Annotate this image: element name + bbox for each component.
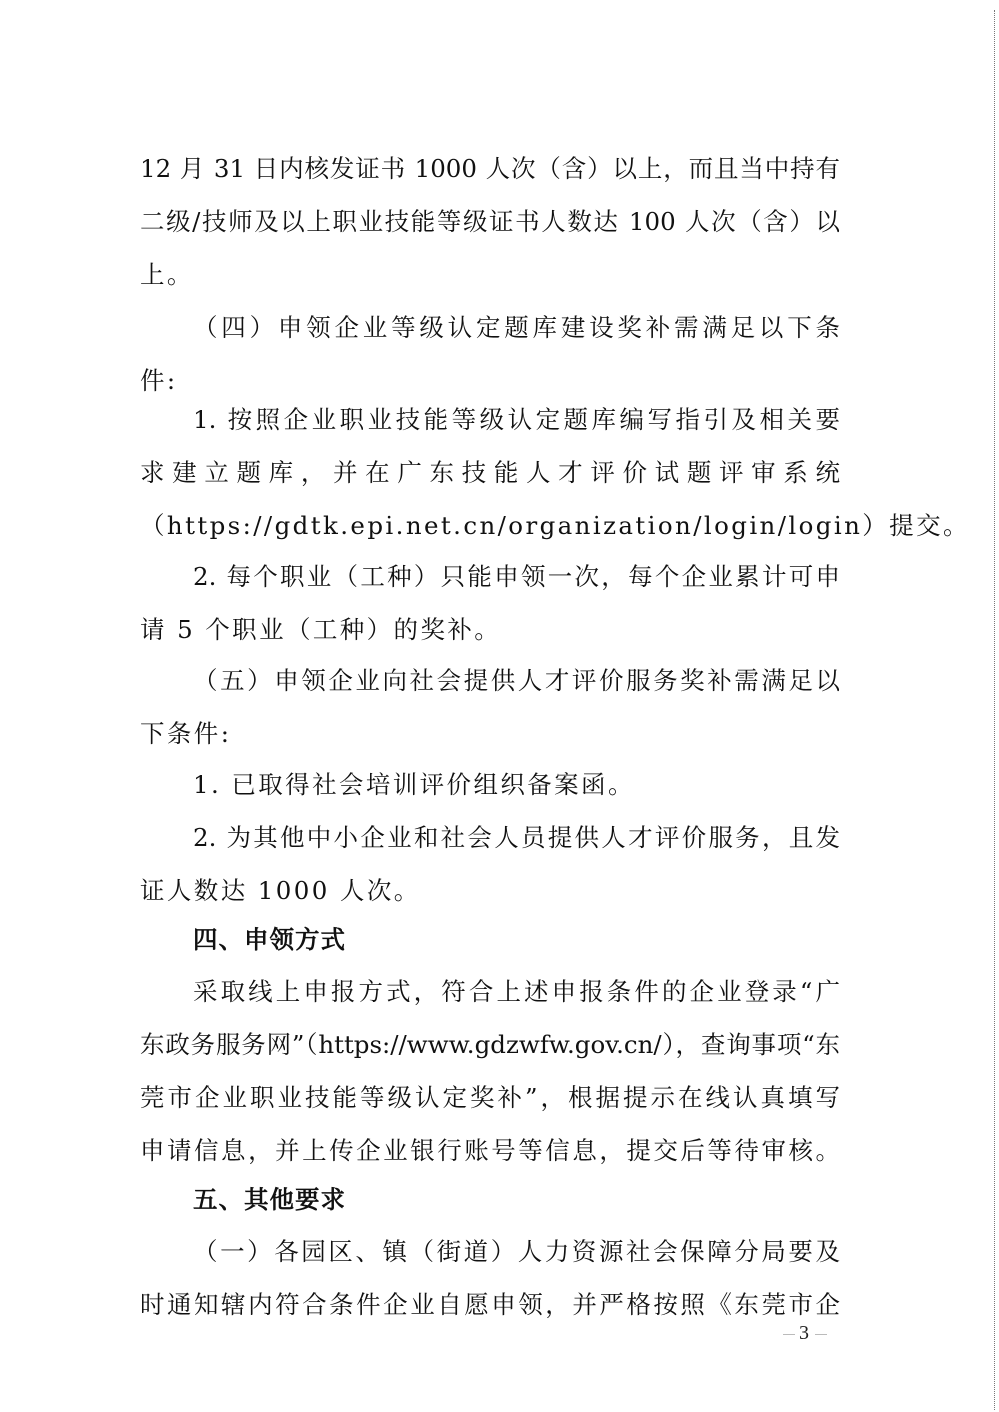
page-number-dash-right bbox=[815, 1334, 827, 1335]
text-line: 下条件: bbox=[140, 719, 232, 748]
text-line: （四）申领企业等级认定题库建设奖补需满足以下条 bbox=[193, 313, 840, 342]
section-heading: 四、申领方式 bbox=[193, 925, 346, 954]
text-line: 证人数达 1000 人次。 bbox=[140, 876, 421, 905]
text-line: （五）申领企业向社会提供人才评价服务奖补需满足以 bbox=[193, 666, 840, 695]
text-line: 上。 bbox=[140, 260, 194, 289]
text-line: 东政务服务网”（https://www.gdzwfw.gov.cn/），查询事项“东 bbox=[140, 1030, 840, 1059]
text-line: 二级/技师及以上职业技能等级证书人数达 100 人次（含）以 bbox=[140, 207, 840, 236]
text-line: （一）各园区、镇（街道）人力资源社会保障分局要及 bbox=[193, 1237, 840, 1266]
page-number: 3 bbox=[799, 1322, 809, 1344]
text-line: 请 5 个职业（工种）的奖补。 bbox=[140, 615, 502, 644]
text-line: 12 月 31 日内核发证书 1000 人次（含）以上，而且当中持有 bbox=[140, 154, 840, 183]
text-line: 采取线上申报方式，符合上述申报条件的企业登录“广 bbox=[193, 977, 840, 1006]
text-line: 申请信息，并上传企业银行账号等信息，提交后等待审核。 bbox=[140, 1136, 840, 1165]
text-line: 1. 已取得社会培训评价组织备案函。 bbox=[193, 770, 635, 799]
text-line: 求建立题库，并在广东技能人才评价试题评审系统 bbox=[140, 458, 840, 487]
section-heading: 五、其他要求 bbox=[193, 1185, 346, 1214]
text-line: 件: bbox=[140, 366, 178, 395]
text-line: 莞市企业职业技能等级认定奖补”，根据提示在线认真填写 bbox=[140, 1083, 840, 1112]
text-line: 1. 按照企业职业技能等级认定题库编写指引及相关要 bbox=[193, 405, 840, 434]
page-number-dash-left bbox=[783, 1334, 795, 1335]
text-line: 时通知辖内符合条件企业自愿申领，并严格按照《东莞市企 bbox=[140, 1290, 840, 1319]
text-line: 2. 为其他中小企业和社会人员提供人才评价服务，且发 bbox=[193, 823, 840, 852]
text-line: 2. 每个职业（工种）只能申领一次，每个企业累计可申 bbox=[193, 562, 840, 591]
scan-edge-line bbox=[994, 10, 995, 1410]
text-line: （https://gdtk.epi.net.cn/organization/login/login）提交。 bbox=[140, 511, 970, 540]
